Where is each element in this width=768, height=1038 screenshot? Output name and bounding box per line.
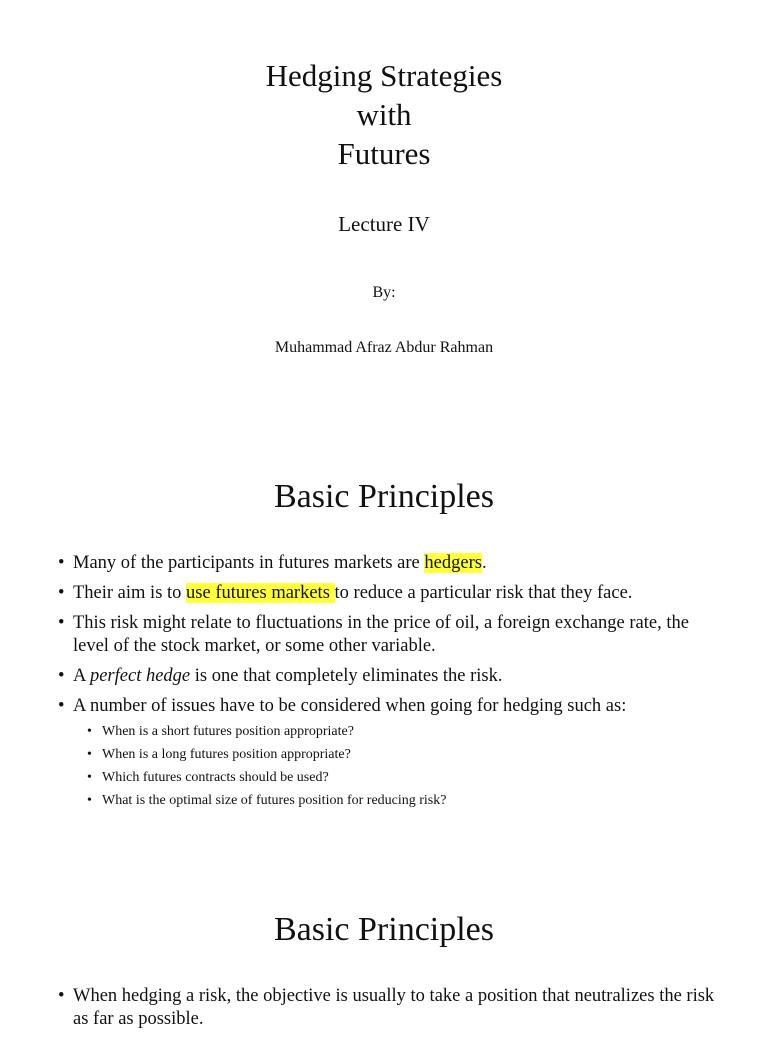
list-item xyxy=(58,612,718,658)
sub-list-item: • When is a long futures position appropriate? xyxy=(87,743,718,766)
list-item xyxy=(58,985,718,1031)
list-item xyxy=(58,695,718,812)
highlighted-text: use futures markets xyxy=(186,583,335,603)
sub-bullet-list xyxy=(87,720,718,812)
title-line-1: Hedging Strategies xyxy=(265,58,503,93)
bullet-text: A number of issues have to be considered when going for hedging such as: xyxy=(73,696,627,716)
title-line-3: Futures xyxy=(337,136,431,171)
bullet-text: is one that completely eliminates the risk. xyxy=(190,666,503,686)
bullet-text: . xyxy=(481,553,487,573)
by-label: By: xyxy=(372,284,396,301)
italic-term: perfect hedge xyxy=(89,666,191,686)
bullet-text: Their aim is to xyxy=(73,583,187,603)
sub-list-item: • When is a short futures position appropriate? xyxy=(87,720,718,743)
lecture-subtitle: Lecture IV xyxy=(338,212,430,236)
presentation-title xyxy=(0,56,768,173)
title-line-2: with xyxy=(356,97,412,132)
slide-heading: Basic Principles xyxy=(273,911,495,948)
bullet-text: to reduce a particular risk that they face. xyxy=(334,583,633,603)
sub-list-item: • Which futures contracts should be used? xyxy=(87,766,718,789)
bullet-text: This risk might relate to fluctuations in the price of oil, a foreign exchange rate, the level of the stock market, or some other variable. xyxy=(73,613,689,656)
list-item xyxy=(58,582,718,605)
bullet-list xyxy=(58,985,718,1038)
slide-heading: Basic Principles xyxy=(273,478,495,515)
bullet-list xyxy=(58,552,718,819)
highlighted-text: hedgers xyxy=(424,553,482,573)
list-item xyxy=(58,552,718,575)
bullet-text: Many of the participants in futures markets are xyxy=(73,553,425,573)
author-name: Muhammad Afraz Abdur Rahman xyxy=(274,339,494,356)
bullet-text: A xyxy=(73,666,90,686)
bullet-text: When hedging a risk, the objective is usually to take a position that neutralizes the risk as far as possible. xyxy=(73,986,715,1029)
list-item xyxy=(58,665,718,688)
sub-list-item: • What is the optimal size of futures position for reducing risk? xyxy=(87,789,718,812)
